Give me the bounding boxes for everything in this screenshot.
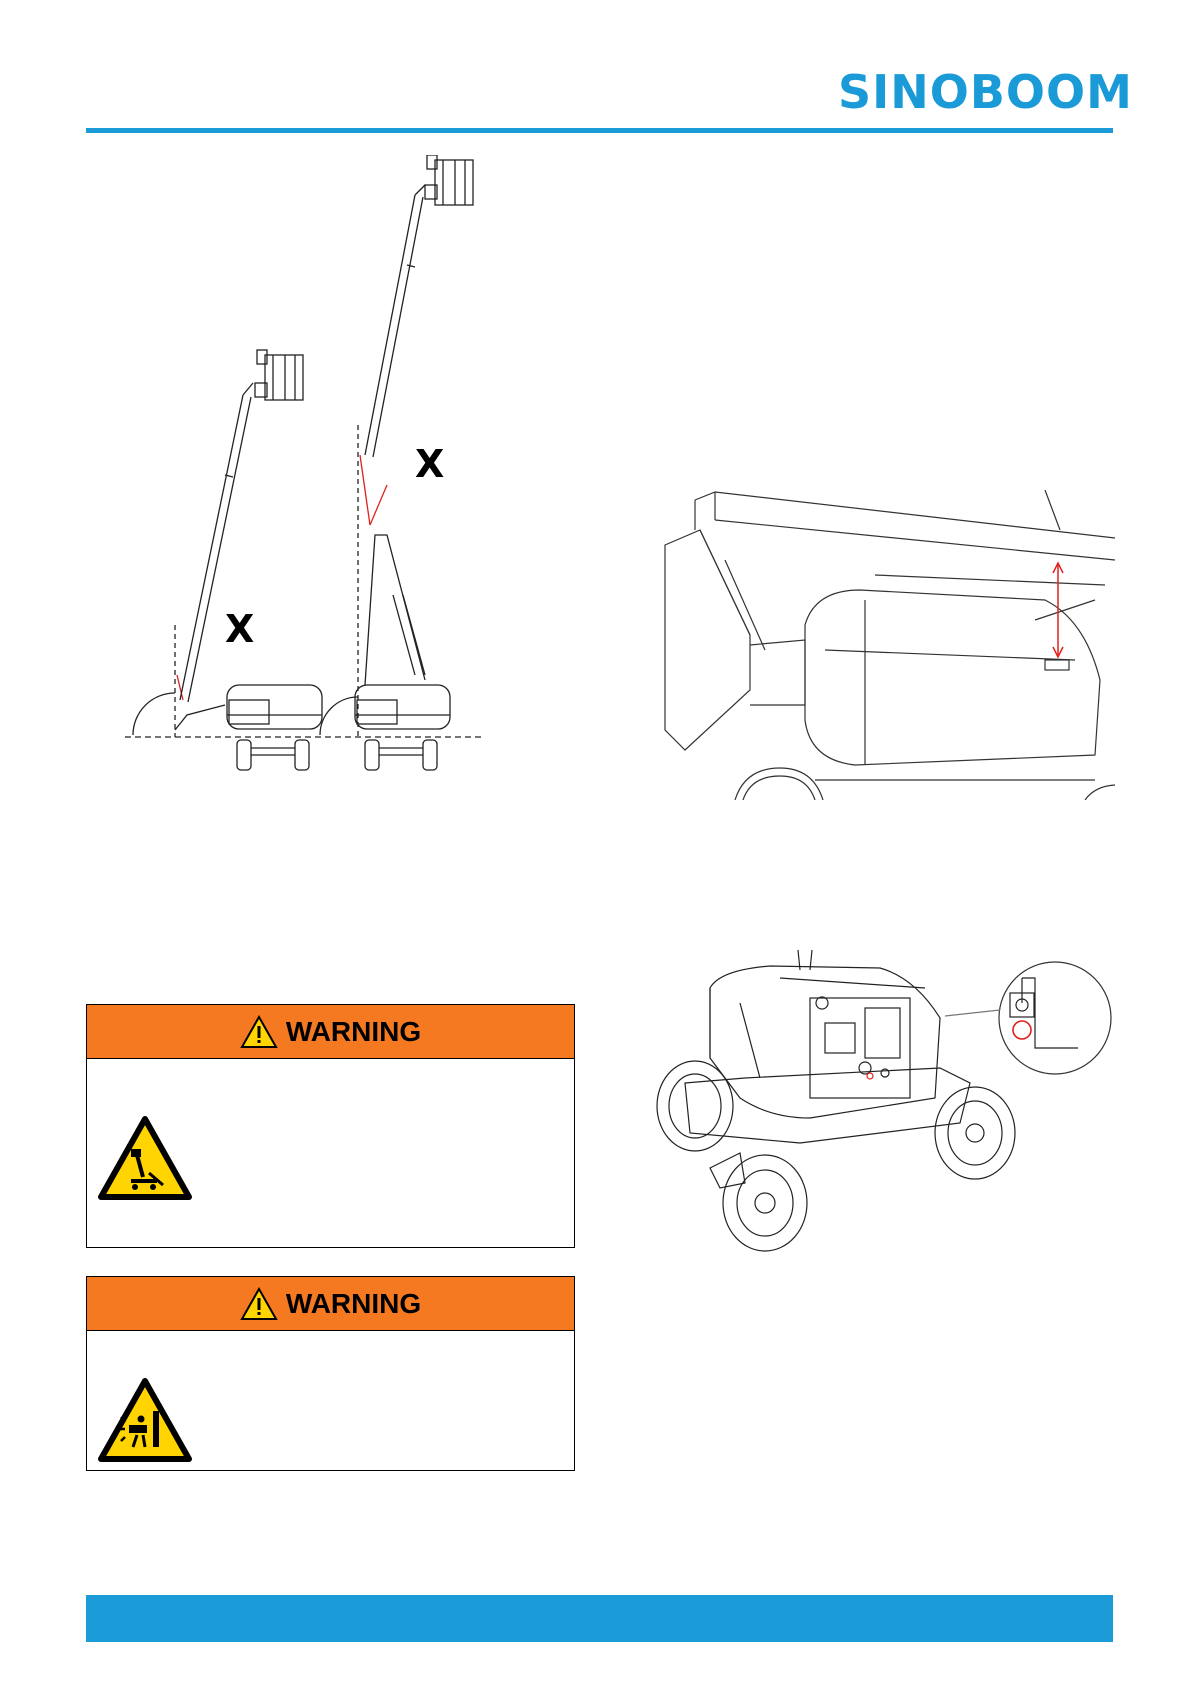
boom-position-illustration bbox=[125, 155, 595, 800]
warning-triangle-icon bbox=[240, 1287, 278, 1321]
turntable-boom-rest-illustration bbox=[655, 480, 1115, 800]
crush-hazard-icon bbox=[97, 1377, 193, 1468]
warning-tip-over bbox=[86, 1004, 575, 1248]
warning-header bbox=[87, 1277, 574, 1331]
header-rule bbox=[86, 128, 1113, 133]
warning-triangle-icon bbox=[240, 1015, 278, 1049]
incorrect-marker-right: X bbox=[415, 442, 445, 486]
footer-bar bbox=[86, 1595, 1113, 1642]
sinoboom-logo bbox=[838, 65, 1133, 119]
logo-text: SINOBOOM bbox=[838, 65, 1133, 119]
warning-title: WARNING bbox=[285, 1287, 422, 1319]
incorrect-marker-left: X bbox=[225, 607, 255, 651]
warning-header bbox=[87, 1005, 574, 1059]
chassis-detail-illustration bbox=[650, 948, 1115, 1253]
warning-title: WARNING bbox=[285, 1015, 422, 1047]
tip-over-hazard-icon bbox=[97, 1115, 193, 1206]
warning-crush bbox=[86, 1276, 575, 1471]
